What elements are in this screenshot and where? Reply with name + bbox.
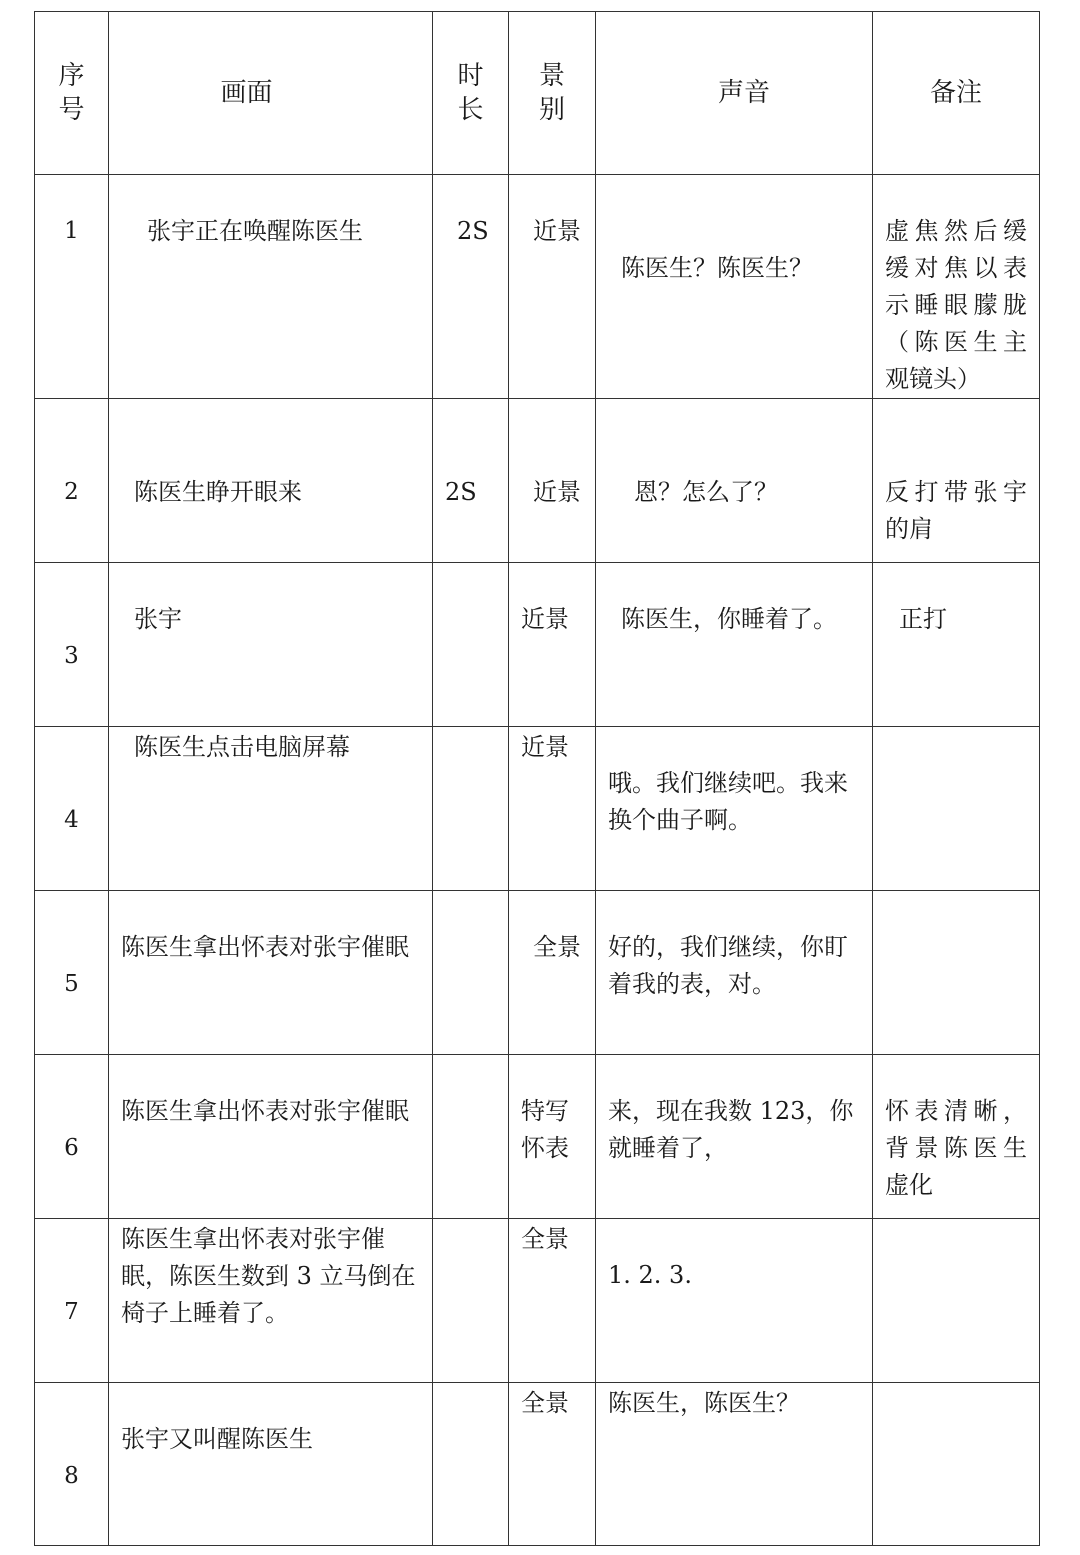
row-shot-cell bbox=[509, 891, 596, 1055]
row-duration-cell bbox=[433, 891, 509, 1055]
row-duration-cell bbox=[433, 727, 509, 891]
row-seq-cell bbox=[35, 1219, 109, 1383]
header-note-label: 备注 bbox=[929, 77, 982, 108]
row-scene: 陈医生睁开眼来 bbox=[134, 478, 302, 506]
header-duration bbox=[433, 12, 509, 175]
row-scene-cell bbox=[109, 399, 433, 563]
row-scene: 张宇又叫醒陈医生 bbox=[121, 1425, 313, 1453]
row-shot: 近景 bbox=[533, 217, 581, 245]
row-sound-cell bbox=[596, 175, 873, 399]
row-seq: 5 bbox=[64, 971, 79, 997]
row-duration: 2S bbox=[445, 478, 477, 506]
header-shot-char-2: 别 bbox=[539, 95, 566, 125]
header-scene-label: 画面 bbox=[220, 77, 273, 108]
row-sound-cell bbox=[596, 1055, 873, 1219]
table-row bbox=[35, 175, 1040, 399]
row-seq-cell bbox=[35, 891, 109, 1055]
row-shot: 全景 bbox=[521, 1225, 569, 1253]
row-sound: 陈医生，你睡着了。 bbox=[621, 605, 837, 633]
row-scene: 张宇正在唤醒陈医生 bbox=[147, 217, 363, 245]
row-sound: 好的，我们继续，你盯着我的表，对。 bbox=[608, 933, 848, 998]
row-seq-cell bbox=[35, 1383, 109, 1546]
table-row bbox=[35, 1055, 1040, 1219]
row-scene-cell bbox=[109, 563, 433, 727]
row-shot-cell bbox=[509, 399, 596, 563]
row-shot-cell bbox=[509, 727, 596, 891]
row-scene-cell bbox=[109, 1055, 433, 1219]
row-seq-cell bbox=[35, 563, 109, 727]
row-sound-cell bbox=[596, 891, 873, 1055]
storyboard-table bbox=[34, 11, 1040, 1546]
row-seq: 4 bbox=[64, 807, 79, 833]
header-shot bbox=[509, 12, 596, 175]
header-note bbox=[873, 12, 1040, 175]
row-duration-cell bbox=[433, 1055, 509, 1219]
row-duration-cell bbox=[433, 175, 509, 399]
row-sound: 陈医生，陈医生？ bbox=[608, 1389, 800, 1417]
row-scene: 陈医生点击电脑屏幕 bbox=[134, 733, 350, 761]
row-note: 怀表清晰，背景陈医生虚化 bbox=[885, 1097, 1027, 1199]
row-shot-cell bbox=[509, 175, 596, 399]
row-note: 正打 bbox=[899, 605, 947, 633]
row-sound-cell bbox=[596, 399, 873, 563]
row-sound-cell bbox=[596, 1383, 873, 1546]
row-scene-cell bbox=[109, 727, 433, 891]
row-shot: 全景 bbox=[533, 933, 581, 961]
row-duration-cell bbox=[433, 1383, 509, 1546]
row-seq: 2 bbox=[64, 479, 79, 505]
table-row bbox=[35, 1219, 1040, 1383]
row-scene-cell bbox=[109, 1219, 433, 1383]
row-shot: 近景 bbox=[521, 605, 569, 633]
table-row bbox=[35, 563, 1040, 727]
table-header-row bbox=[35, 12, 1040, 175]
row-sound-cell bbox=[596, 1219, 873, 1383]
row-sound: 哦。我们继续吧。我来换个曲子啊。 bbox=[608, 769, 848, 834]
row-shot: 近景 bbox=[521, 733, 569, 761]
row-duration-cell bbox=[433, 1219, 509, 1383]
row-shot-cell bbox=[509, 1219, 596, 1383]
header-shot-char-1: 景 bbox=[539, 61, 566, 91]
row-seq: 1 bbox=[64, 218, 79, 244]
row-scene-cell bbox=[109, 175, 433, 399]
row-duration-cell bbox=[433, 563, 509, 727]
row-sound: 1. 2. 3. bbox=[608, 1261, 692, 1289]
row-sound-cell bbox=[596, 727, 873, 891]
row-sound: 陈医生？陈医生？ bbox=[621, 254, 813, 282]
table-row bbox=[35, 891, 1040, 1055]
row-shot-cell bbox=[509, 563, 596, 727]
row-duration-cell bbox=[433, 399, 509, 563]
table-row bbox=[35, 399, 1040, 563]
row-sound: 来，现在我数 123，你就睡着了， bbox=[608, 1097, 854, 1162]
row-sound-cell bbox=[596, 563, 873, 727]
row-scene: 陈医生拿出怀表对张宇催眠 bbox=[121, 933, 409, 961]
row-note-cell bbox=[873, 1219, 1040, 1383]
row-seq: 6 bbox=[64, 1135, 79, 1161]
header-seq-char-1: 序 bbox=[58, 61, 85, 91]
row-scene: 张宇 bbox=[134, 605, 182, 633]
header-scene bbox=[109, 12, 433, 175]
row-note: 反打带张宇的肩 bbox=[885, 478, 1027, 543]
row-shot: 近景 bbox=[533, 478, 581, 506]
row-shot: 特写怀表 bbox=[521, 1097, 569, 1162]
header-duration-char-1: 时 bbox=[457, 61, 484, 91]
table-row bbox=[35, 727, 1040, 891]
row-seq: 7 bbox=[64, 1299, 79, 1325]
row-scene-cell bbox=[109, 1383, 433, 1546]
row-seq-cell bbox=[35, 1055, 109, 1219]
row-note: 虚焦然后缓缓对焦以表示睡眼朦胧（陈医生主观镜头） bbox=[885, 217, 1027, 393]
row-seq: 3 bbox=[64, 643, 79, 669]
header-sound-label: 声音 bbox=[717, 77, 770, 108]
row-note-cell bbox=[873, 1055, 1040, 1219]
row-note-cell bbox=[873, 727, 1040, 891]
row-seq-cell bbox=[35, 175, 109, 399]
row-note-cell bbox=[873, 563, 1040, 727]
row-shot: 全景 bbox=[521, 1389, 569, 1417]
row-seq: 8 bbox=[64, 1463, 79, 1489]
row-shot-cell bbox=[509, 1383, 596, 1546]
row-sound: 恩？怎么了？ bbox=[634, 478, 778, 506]
storyboard-sheet bbox=[34, 11, 1039, 1542]
row-seq-cell bbox=[35, 727, 109, 891]
row-scene: 陈医生拿出怀表对张宇催眠，陈医生数到 3 立马倒在椅子上睡着了。 bbox=[121, 1225, 416, 1327]
header-seq bbox=[35, 12, 109, 175]
row-shot-cell bbox=[509, 1055, 596, 1219]
header-duration-char-2: 长 bbox=[457, 95, 484, 125]
row-note-cell bbox=[873, 1383, 1040, 1546]
row-note-cell bbox=[873, 891, 1040, 1055]
header-sound bbox=[596, 12, 873, 175]
row-scene-cell bbox=[109, 891, 433, 1055]
row-note-cell bbox=[873, 175, 1040, 399]
row-duration: 2S bbox=[457, 217, 489, 245]
row-scene: 陈医生拿出怀表对张宇催眠 bbox=[121, 1097, 409, 1125]
row-seq-cell bbox=[35, 399, 109, 563]
header-seq-char-2: 号 bbox=[58, 95, 85, 125]
row-note-cell bbox=[873, 399, 1040, 563]
table-row bbox=[35, 1383, 1040, 1546]
